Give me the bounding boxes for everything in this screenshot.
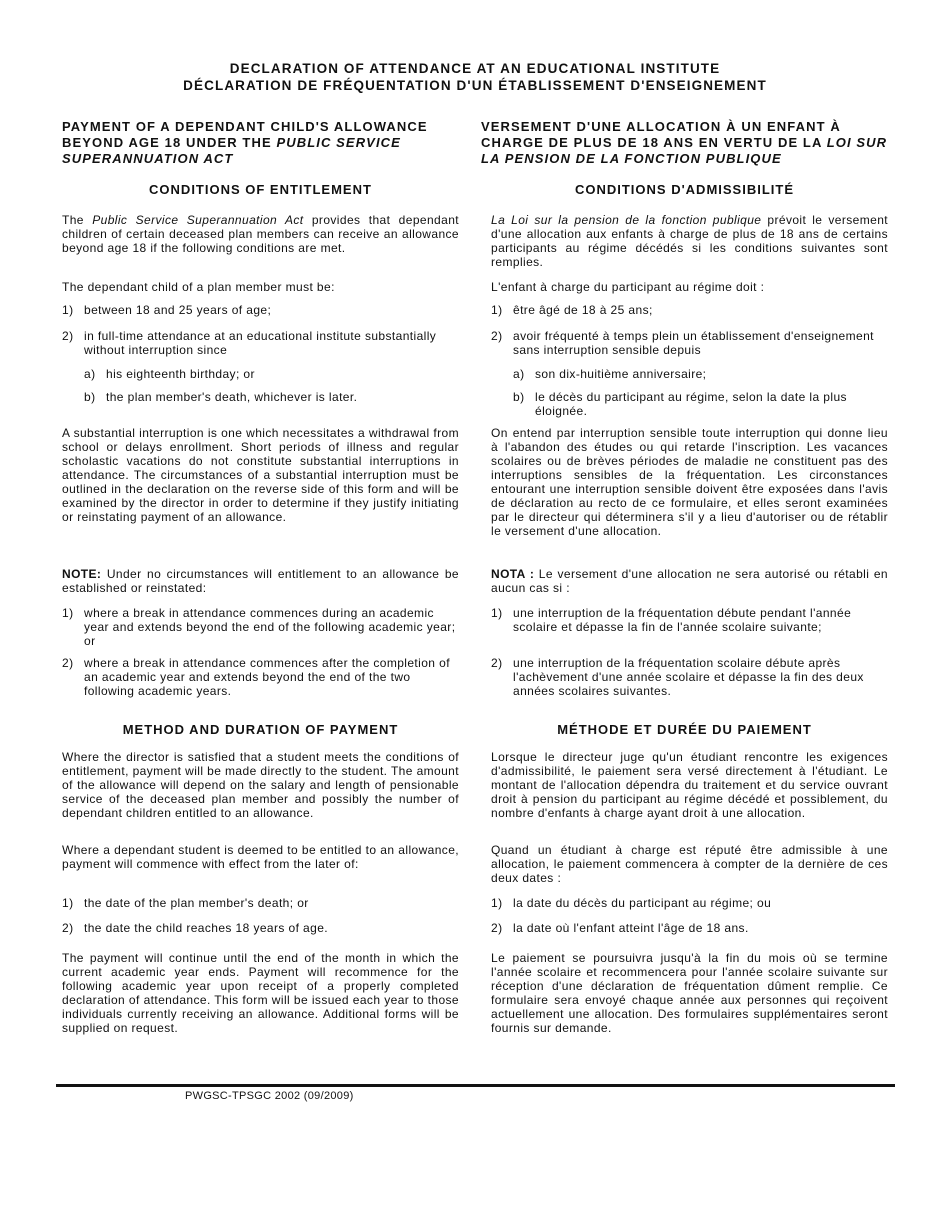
- conditions-of-entitlement-title: CONDITIONS OF ENTITLEMENT: [149, 182, 372, 197]
- form-title-en: DECLARATION OF ATTENDANCE AT AN EDUCATIONAL INSTITUTE: [229, 61, 721, 76]
- english-condition-1: 1) between 18 and 25 years of age;: [62, 303, 272, 317]
- english-substantial-interruption: A substantial interruption is one which necessitates a withdrawal from school or delays enrollment. Short periods of illness and regular scholastic vacations do not constitute substantial interruptions in attendance. The circumstances of a substantial interruption must be outlined in the declaration on the reverse side of this form and will be examined by the director in order to determine if they justify initiating or reinstating payment of an allowance.: [62, 426, 459, 524]
- french-condition-1: 1) être âgé de 18 à 25 ans;: [491, 303, 653, 317]
- french-method-p3: Le paiement se poursuivra jusqu'à la fin du mois où se termine l'année scolaire et recommencera pour l'année scolaire suivante sur réception d'une déclaration de fréquentation dûment remplie. Ce formulaire sera envoyé chaque année aux personnes qui reçoivent actuellement une allocation. Des formulaires supplémentaires seront fournis sur demande.: [491, 951, 888, 1035]
- method-duration-title: METHOD AND DURATION OF PAYMENT: [122, 722, 399, 737]
- french-method-1: 1) la date du décès du participant au régime; ou: [491, 896, 772, 910]
- english-note: NOTE: Under no circumstances will entitlement to an allowance be established or reinstated:: [62, 567, 459, 595]
- english-must-be: The dependant child of a plan member must be:: [62, 280, 335, 294]
- french-note-2: 2) une interruption de la fréquentation scolaire débute après l'achèvement d'une année scolaire et dépasse la fin des deux années scolaires suivantes.: [491, 656, 864, 698]
- english-method-2: 2) the date the child reaches 18 years of age.: [62, 921, 329, 935]
- english-condition-2a: a) his eighteenth birthday; or: [84, 367, 255, 381]
- french-intro: La Loi sur la pension de la fonction publique prévoit le versement d'une allocation aux enfants à charge de plus de 18 ans de certains participants au régime décédés si les conditions suivantes sont remplies.: [491, 213, 889, 269]
- french-substantial-interruption: On entend par interruption sensible toute interruption qui donne lieu à l'abandon des études ou qui retarde l'inscription. Les vacances scolaires ou de brèves périodes de maladie ne constituent pas des interruptions sensibles de la fréquentation. Les circonstances entourant une interruption sensible doivent être exposées dans l'avis de déclaration au recto de ce formulaire, et elles seront examinées par le directeur qui déterminera s'il y a lieu d'autoriser ou de rétablir le versement d'une allocation.: [491, 426, 888, 538]
- french-method-p2: Quand un étudiant à charge est réputé être admissible à une allocation, le paiement commencera à compter de la dernière de ces deux dates :: [491, 843, 888, 885]
- english-condition-2: 2) in full-time attendance at an educational institute substantially without interruption since: [62, 329, 437, 357]
- english-note-2: 2) where a break in attendance commences after the completion of an academic year and extends beyond the end of the two following academic years.: [62, 656, 450, 698]
- french-column: [481, 0, 888, 1080]
- french-section-heading: VERSEMENT D'UNE ALLOCATION À UN ENFANT À CHARGE DE PLUS DE 18 ANS EN VERTU DE LA LOI SUR LA PENSION DE LA FONCTION PUBLIQUE: [481, 119, 888, 166]
- english-column: [62, 0, 459, 1080]
- english-method-p3: The payment will continue until the end of the month in which the current academic year ends. Payment will recommence for the following academic year upon receipt of a properly completed declaration of attendance. This form will be issued each year to those individuals currently receiving an allowance. Additional forms will be supplied on request.: [62, 951, 459, 1035]
- french-condition-2: 2) avoir fréquenté à temps plein un établissement d'enseignement sans interruption sensible depuis: [491, 329, 874, 357]
- english-intro: The Public Service Superannuation Act provides that dependant children of certain deceased plan members can receive an allowance beyond age 18 if the following conditions are met.: [62, 213, 460, 255]
- english-method-p1: Where the director is satisfied that a student meets the conditions of entitlement, payment will be made directly to the student. The amount of the allowance will depend on the salary and length of pensionable service of the deceased plan member and possibly the number of dependant children entitled to an allowance.: [62, 750, 459, 820]
- english-condition-2b: b) the plan member's death, whichever is later.: [84, 390, 358, 404]
- footer-rule: [56, 1084, 895, 1087]
- english-section-heading: PAYMENT OF A DEPENDANT CHILD'S ALLOWANCE BEYOND AGE 18 UNDER THE PUBLIC SERVICE SUPERANNUATION ACT: [62, 119, 428, 166]
- english-method-p2: Where a dependant student is deemed to be entitled to an allowance, payment will commence with effect from the later of:: [62, 843, 459, 871]
- english-method-1: 1) the date of the plan member's death; or: [62, 896, 309, 910]
- form-title-fr: DÉCLARATION DE FRÉQUENTATION D'UN ÉTABLISSEMENT D'ENSEIGNEMENT: [183, 78, 767, 93]
- french-method-2: 2) la date où l'enfant atteint l'âge de 18 ans.: [491, 921, 749, 935]
- conditions-admissibilite-title: CONDITIONS D'ADMISSIBILITÉ: [574, 182, 795, 197]
- french-note-1: 1) une interruption de la fréquentation débute pendant l'année scolaire et dépasse la fin de l'année scolaire suivante;: [491, 606, 852, 634]
- english-note-1: 1) where a break in attendance commences during an academic year and extends beyond the end of the following academic year; or: [62, 606, 456, 648]
- french-condition-2b: b) le décès du participant au régime, selon la date la plus éloignée.: [513, 390, 847, 418]
- form-number: PWGSC-TPSGC 2002 (09/2009): [185, 1090, 354, 1102]
- french-must-be: L'enfant à charge du participant au régime doit :: [491, 280, 765, 294]
- french-method-p1: Lorsque le directeur juge qu'un étudiant rencontre les exigences d'admissibilité, le paiement sera versé directement à l'étudiant. Le montant de l'allocation dépendra du traitement et du service ouvrant droit à pension du participant au régime décédé et possiblement, du nombre d'enfants à charge ayant droit à une allocation.: [491, 750, 888, 820]
- french-condition-2a: a) son dix-huitième anniversaire;: [513, 367, 707, 381]
- french-note: NOTA : Le versement d'une allocation ne sera autorisé ou rétabli en aucun cas si :: [491, 567, 889, 595]
- methode-duree-title: MÉTHODE ET DURÉE DU PAIEMENT: [557, 722, 812, 737]
